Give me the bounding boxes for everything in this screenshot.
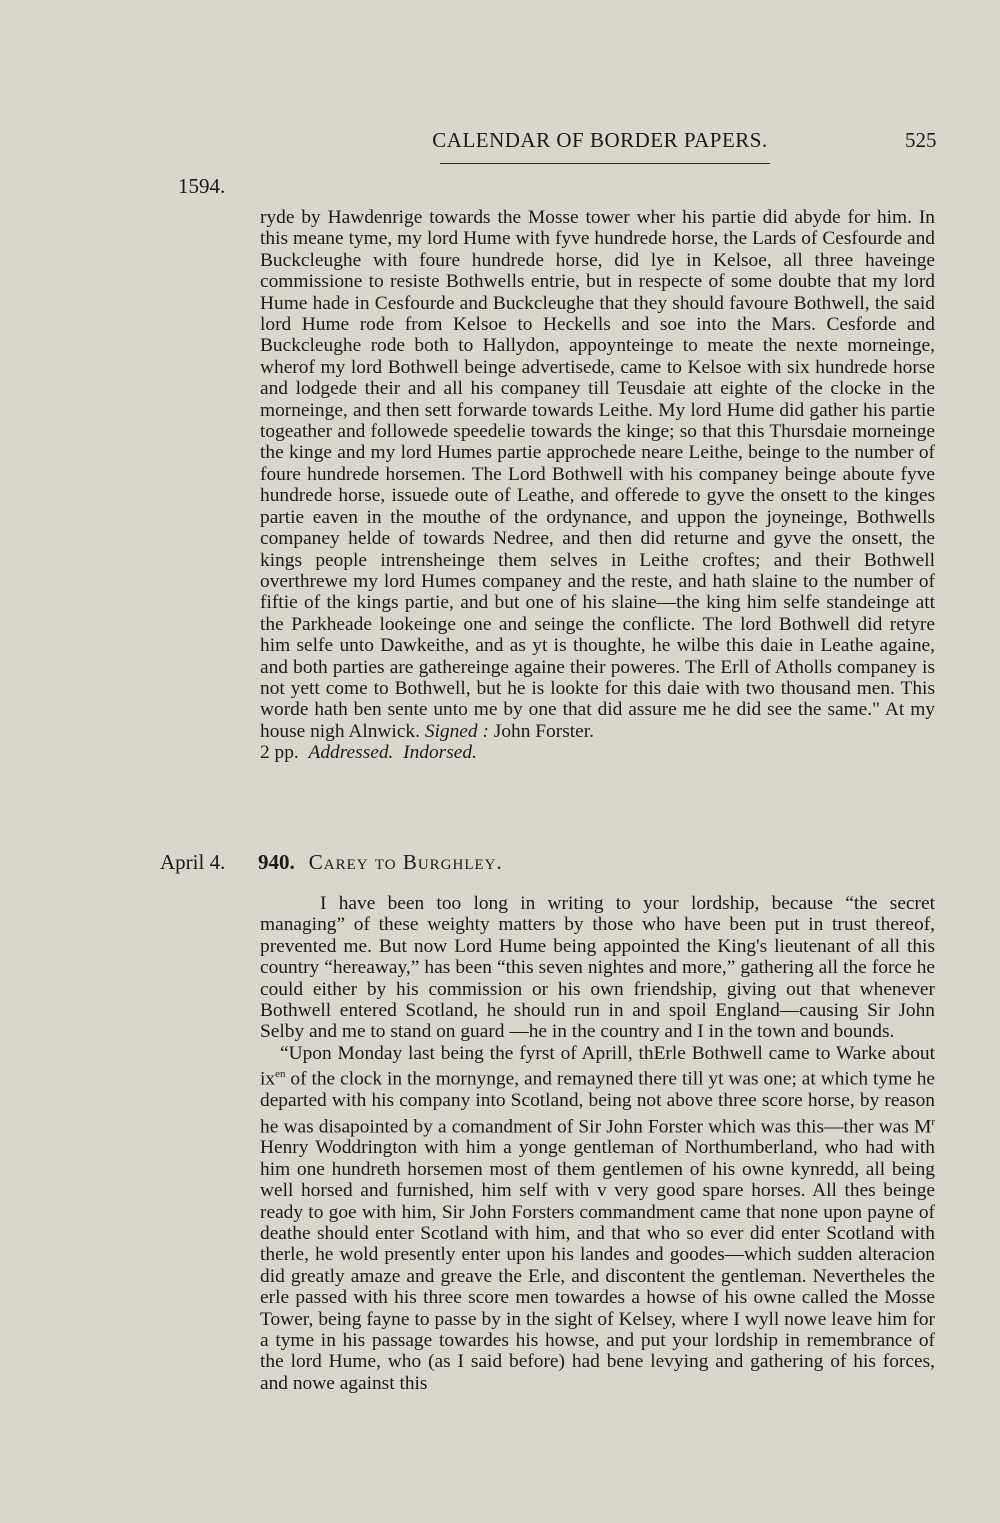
continuation-paragraph [260,207,935,742]
entry-number: 940. [258,850,295,874]
letter-text [260,893,935,1394]
letter-paragraph-2-part-a: “Upon Monday last being the fyrst of Aprill, thErle Bothwell came to Warke about ix [260,1042,935,1090]
letter-paragraph-2-part-b: of the clock in the mornynge, and remayned there till yt was one; at which tyme he departed with his company into Scotland, being not above three score horse, by reason he was disapointed by a comandment of Sir John Forster which was this—ther was M [260,1068,935,1137]
margin-year: 1594. [178,174,226,198]
running-title: CALENDAR OF BORDER PAPERS. [432,128,768,152]
document-note [260,742,935,763]
superscript-r: r [931,1115,935,1128]
signed-label: Signed : [424,720,489,742]
letter-paragraph-2-part-c: Henry Woddrington with him a yonge gentleman of Northumberland, who had with him one hundreth horsemen most of them gentlemen of his owne kynredd, all being well horsed and furnished, him self with v very good spare horses. All thes beinge ready to goe with him, Sir John Forsters commandment came that none upon payne of deathe should enter Scotland with him, and that who so ever did enter Scotland with therle, he wold presently enter upon his landes and goodes—which sudden alteracion did greatly amaze and greave the Erle, and discontent the gentleman. Nevertheles the erle passed with his three score men towardes a howse of his owne called the Mosse Tower, being fayne to passe by in the sight of Kelsey, where I wyll nowe leave him for a tyme in his passage towardes his howse, and put your lordship in remembrance of the lord Hume, who (as I said before) had bene levying and gathering of his forces, and nowe against this [260,1137,935,1394]
page-number: 525 [905,128,937,152]
signatory: John Forster. [493,720,594,742]
letter-paragraph-2 [260,1043,935,1394]
superscript-en: en [275,1068,286,1081]
note-indorsed: Indorsed. [403,742,477,764]
entry-heading [258,850,503,875]
letter-paragraph-1: I have been too long in writing to your lordship, because “the secret managing” of these weighty matters by those who have been put in trust thereof, prevented me. But now Lord Hume being appointed the King's lieutenant of all this country “hereaway,” has been “this seven nightes and more,” gathering all the force he could either by his commission or his own friendship, giving out that whenever Bothwell entered Scotland, he should run in and spoil England—causing Sir John Selby and me to stand on guard —he in the country and I in the town and bounds. [260,893,935,1043]
margin-entry-date: April 4. [160,850,226,874]
continuation-text [260,207,935,764]
continuation-body: ryde by Hawdenrige towards the Mosse tower wher his partie did abyde for him. In this meane tyme, my lord Hume with fyve hundrede horse, the Lards of Cesfourde and Buckcleughe with foure hundrede horse, did lye in Kelsoe, all three haveinge commissione to resiste Bothwells entrie, but in respecte of some doubte that my lord Hume hade in Cesfourde and Buckcleughe that they should favoure Bothwell, the said lord Hume rode from Kelsoe to Heckells and soe into the Mars. Cesforde and Buckcleughe rode both to Hallydon, appoynteinge to meate the nexte morneinge, wherof my lord Bothwell beinge advertisede, came to Kelsoe with six hundrede horse and lodgede their and all his companey till Teusdaie att eighte of the clocke in the morneinge, and then sett forwarde towards Leithe. My lord Hume did gather his partie togeather and followede speedelie towards the kinge; so that this Thursdaie morneinge the kinge and my lord Humes partie approchede neare Leithe, beinge to the number of foure hundrede horsemen. The Lord Bothwell with his companey beinge aboute fyve hundrede horse, issuede oute of Leathe, and offerede to gyve the onsett to the kinges partie eaven in the mouthe of the ordynance, and uppon the joyneinge, Bothwells companey helde of towards Nedree, and then did returne and gyve the onsett, the kings people intrensheinge them selves in Leithe croftes; and their Bothwell overthrewe my lord Humes companey and the reste, and hath slaine to the number of fiftie of the kings partie, and but one of his slaine—the king him selfe standeinge att the Parkheade lookeinge one and seinge the conflicte. The lord Bothwell did retyre him selfe unto Dawkeithe, and as yt is thoughte, he wilbe this daie in Leathe againe, and both parties are gathereinge againe their poweres. The Erll of Atholls companey is not yett come to Bothwell, but he is lookte for this daie with two thousand men. This worde hath ben sente unto me by one that did assure me he did see the same." At my house nigh Alnwick. [260,207,935,742]
note-pages: 2 pp. [260,742,299,764]
entry-title: Carey to Burghley. [308,850,503,874]
note-addressed: Addressed. [308,742,394,764]
header-rule [440,163,770,164]
